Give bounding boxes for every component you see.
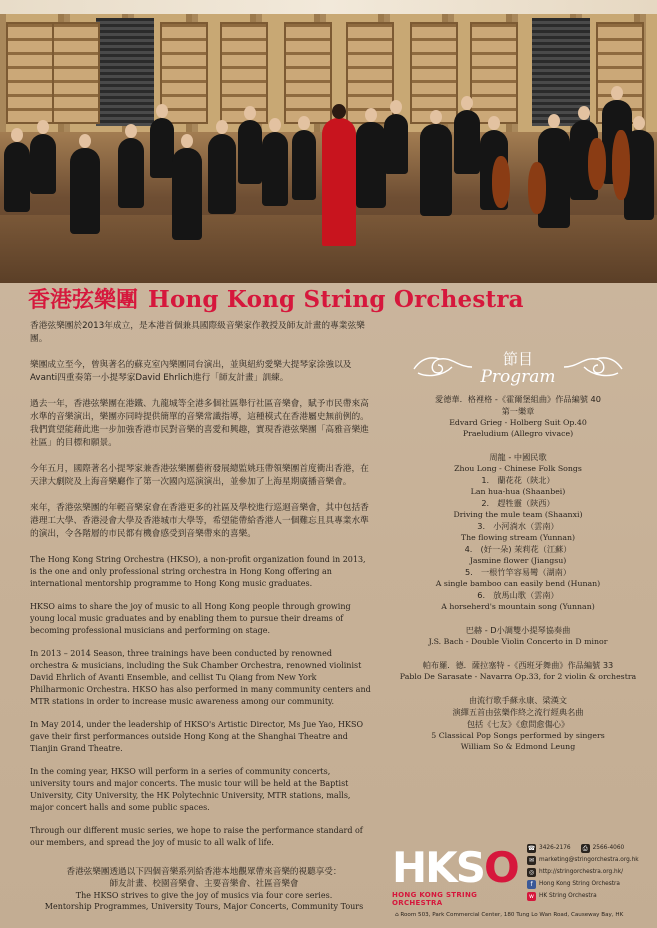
intro-zh-paragraph: 香港弦樂團於2013年成立，是本港首個兼具國際級音樂家作教授及師友計畫的專業弦樂團。 [30, 321, 365, 344]
soloist-figure [322, 118, 356, 246]
contact-block [527, 842, 653, 902]
fax-number: 2566-4060 [592, 845, 625, 851]
logo-subtitle: HONG KONG STRING ORCHESTRA [392, 891, 478, 907]
program-item [398, 393, 638, 439]
facebook-icon: f [527, 880, 536, 889]
program-column [398, 345, 638, 764]
program-line-zh: 包括《七友》《愈問愈傷心》 [466, 719, 570, 729]
facebook-link[interactable]: Hong Kong String Orchestra [539, 881, 620, 887]
program-line-en: J.S. Bach - Double Violin Concerto in D minor [428, 637, 608, 646]
program-line-zh: 由流行歌手蘇永康、梁漢文 [468, 695, 568, 705]
weibo-link[interactable]: HK String Orchestra [539, 893, 597, 899]
website-link[interactable]: http://stringorchestra.org.hk/ [539, 869, 624, 875]
intro-zh-paragraph: 樂團成立至今，曾與著名的蘇克室內樂團同台演出，並與紐約愛樂大提琴家涂強以及Avanti四重奏第一小提琴家David Ehrlich進行「師友計畫」訓練。 [30, 360, 352, 383]
fax-icon: ⎙ [581, 844, 590, 853]
program-heading [398, 345, 638, 393]
series-note-en-1: The HKSO strives to give the joy of musics via four core series. [75, 891, 333, 900]
program-line-en: The flowing stream (Yunnan) [460, 533, 576, 542]
program-line-zh: 周龍 - 中國民歌 [489, 452, 547, 462]
intro-zh-paragraph: 今年五月，國際著名小提琴家兼香港弦樂團藝術發展總監姚珏帶領樂團首度衝出香港，在天津大劇院及上海音樂廳作了第一次國內巡演演出，並參加了上海星期廣播音樂會。 [30, 464, 369, 487]
series-note [36, 866, 372, 912]
program-line-en: Driving the mule team (Shaanxi) [453, 510, 583, 519]
intro-en-paragraph: In the coming year, HKSO will perform in a series of community concerts, university tours and major concerts. The music tour will be held at the Baptist University, City University, the HK Polytechnic University, MTR stations, malls, major concert halls and some public spaces. [30, 767, 351, 812]
series-note-zh-1: 香港弦樂團透過以下四個音樂系列給香港本地觀眾帶來音樂的視聽享受： [66, 867, 342, 877]
program-line-zh: 帕布羅．德．薩拉塞特 -《西班牙舞曲》作品編號 33 [422, 660, 614, 670]
flourish-right-icon [562, 353, 624, 381]
program-item [398, 659, 638, 682]
program-line-zh: 愛德華．格裡格 -《霍爾堡組曲》作品編號 40 [435, 394, 601, 404]
program-line-en: Zhou Long - Chinese Folk Songs [454, 464, 582, 473]
web-icon: ◎ [528, 868, 535, 876]
intro-column [30, 320, 372, 860]
program-heading-zh: 節目 [502, 350, 533, 368]
program-heading-en: Program [480, 367, 556, 387]
program-list [398, 393, 638, 752]
program-item [398, 451, 638, 612]
intro-en-paragraph: Through our different music series, we hope to raise the performance standard of our members, and spread the joy of music to all walk of life. [30, 826, 363, 847]
program-line-zh: 6. 放馬山歌（雲南） [477, 590, 559, 600]
program-line-en: William So & Edmond Leung [460, 742, 576, 751]
address [395, 912, 653, 918]
program-line-en: Lan hua-hua (Shaanbei) [470, 487, 566, 496]
program-line-zh: 第一樂章 [501, 406, 535, 416]
series-note-zh-2: 師友計畫、校園音樂會、主要音樂會、社區音樂會 [109, 879, 299, 889]
program-line-zh: 1. 蘭花花（陝北） [481, 475, 555, 485]
program-line-zh: 演繹五首由弦樂作終之流行經典名曲 [452, 707, 584, 717]
intro-en-paragraph: In 2013 – 2014 Season, three trainings have been conducted by renowned orchestra & musicians, including the Suk Chamber Orchestra, renowned violinist David Ehrlich of Avanti Ensemble, and cellist Tu Qiang from New York Philharmonic Orchestra. HKSO has also performed in many community centers and MTR stations in order to increase music awareness among our community. [30, 649, 371, 706]
program-line-zh: 2. 趕牲靈（陝西） [481, 498, 555, 508]
home-icon: ⌂ [395, 912, 401, 918]
series-note-en-2: Mentorship Programmes, University Tours, Major Concerts, Community Tours [44, 902, 364, 911]
program-item [398, 624, 638, 647]
program-line-zh: 3. 小河淌水（雲南） [477, 521, 559, 531]
program-line-zh: 巴赫 - D小調雙小提琴協奏曲 [465, 625, 571, 635]
intro-en-paragraph: The Hong Kong String Orchestra (HKSO), a non-profit organization found in 2013, is the one and only professional string orchestra in Hong Kong offering an international mentorship programme to Hong Kong music graduates. [30, 555, 366, 588]
address-text: Room 503, Park Commercial Center, 180 Tung Lo Wan Road, Causeway Bay, HK [400, 912, 624, 918]
program-item [398, 694, 638, 752]
program-line-en: Pablo De Sarasate - Navarra Op.33, for 2 violin & orchestra [399, 672, 637, 681]
program-line-zh: 5. 一根竹竿容易彎（湖南） [464, 567, 572, 577]
weibo-icon: w [527, 892, 536, 901]
title-zh: 香港弦樂團 [28, 287, 139, 313]
program-line-en: A horseherd's mountain song (Yunnan) [441, 602, 595, 611]
page-title [28, 283, 628, 315]
email-link[interactable]: marketing@stringorchestra.org.hk [539, 857, 639, 863]
intro-zh-paragraph: 來年，香港弦樂團的年輕音樂家會在香港更多的社區及學校進行巡迴音樂會，其中包括香港理工大學、香港浸會大學及香港城市大學等，希望能帶給香港人一個難忘且具專業水準的演出，令各階層的市民都有機會感受到音樂帶來的喜樂。 [30, 503, 369, 539]
intro-en-paragraph: In May 2014, under the leadership of HKSO's Artistic Director, Ms Jue Yao, HKSO gave their first performances outside Hong Kong at the Shanghai Theatre and Tianjin Grand Theatre. [30, 720, 364, 753]
program-line-en: A single bamboo can easily bend (Hunan) [435, 579, 601, 588]
intro-zh-paragraph: 過去一年，香港弦樂團在港鐵、九龍城等全港多個社區舉行社區音樂會，賦予市民帶來高水準的音樂演出，樂團亦同時提供簡單的音樂常識指導，這種模式在香港屬史無前例的。我們賞望能藉此進一步加強香港市民對音樂的喜愛和興趣，實現香港弦樂團「高雅音樂進社區」的目標和願景。 [30, 399, 369, 448]
program-line-en: 5 Classical Pop Songs performed by singers [431, 731, 605, 740]
phone-number: 3426-2176 [539, 845, 571, 851]
program-line-zh: 4. (好一朵) 茉莉花（江蘇） [464, 544, 572, 554]
program-line-en: Edvard Grieg - Holberg Suit Op.40 [449, 418, 587, 427]
intro-en-paragraph: HKSO aims to share the joy of music to all Hong Kong people through growing young local music graduates and by enabling them to pursue their dreams of becoming professional musicians and performing on stage. [30, 602, 351, 635]
program-line-en: Jasmine flower (Jiangsu) [469, 556, 567, 565]
email-icon: ✉ [528, 856, 535, 864]
title-en: Hong Kong String Orchestra [148, 286, 524, 313]
hkso-logo: HKSO HONG KONG STRING ORCHESTRA [392, 846, 522, 906]
orchestra-photo [0, 0, 657, 283]
program-line-en: Praeludium (Allegro vivace) [462, 429, 574, 438]
phone-icon: ☎ [527, 844, 536, 852]
